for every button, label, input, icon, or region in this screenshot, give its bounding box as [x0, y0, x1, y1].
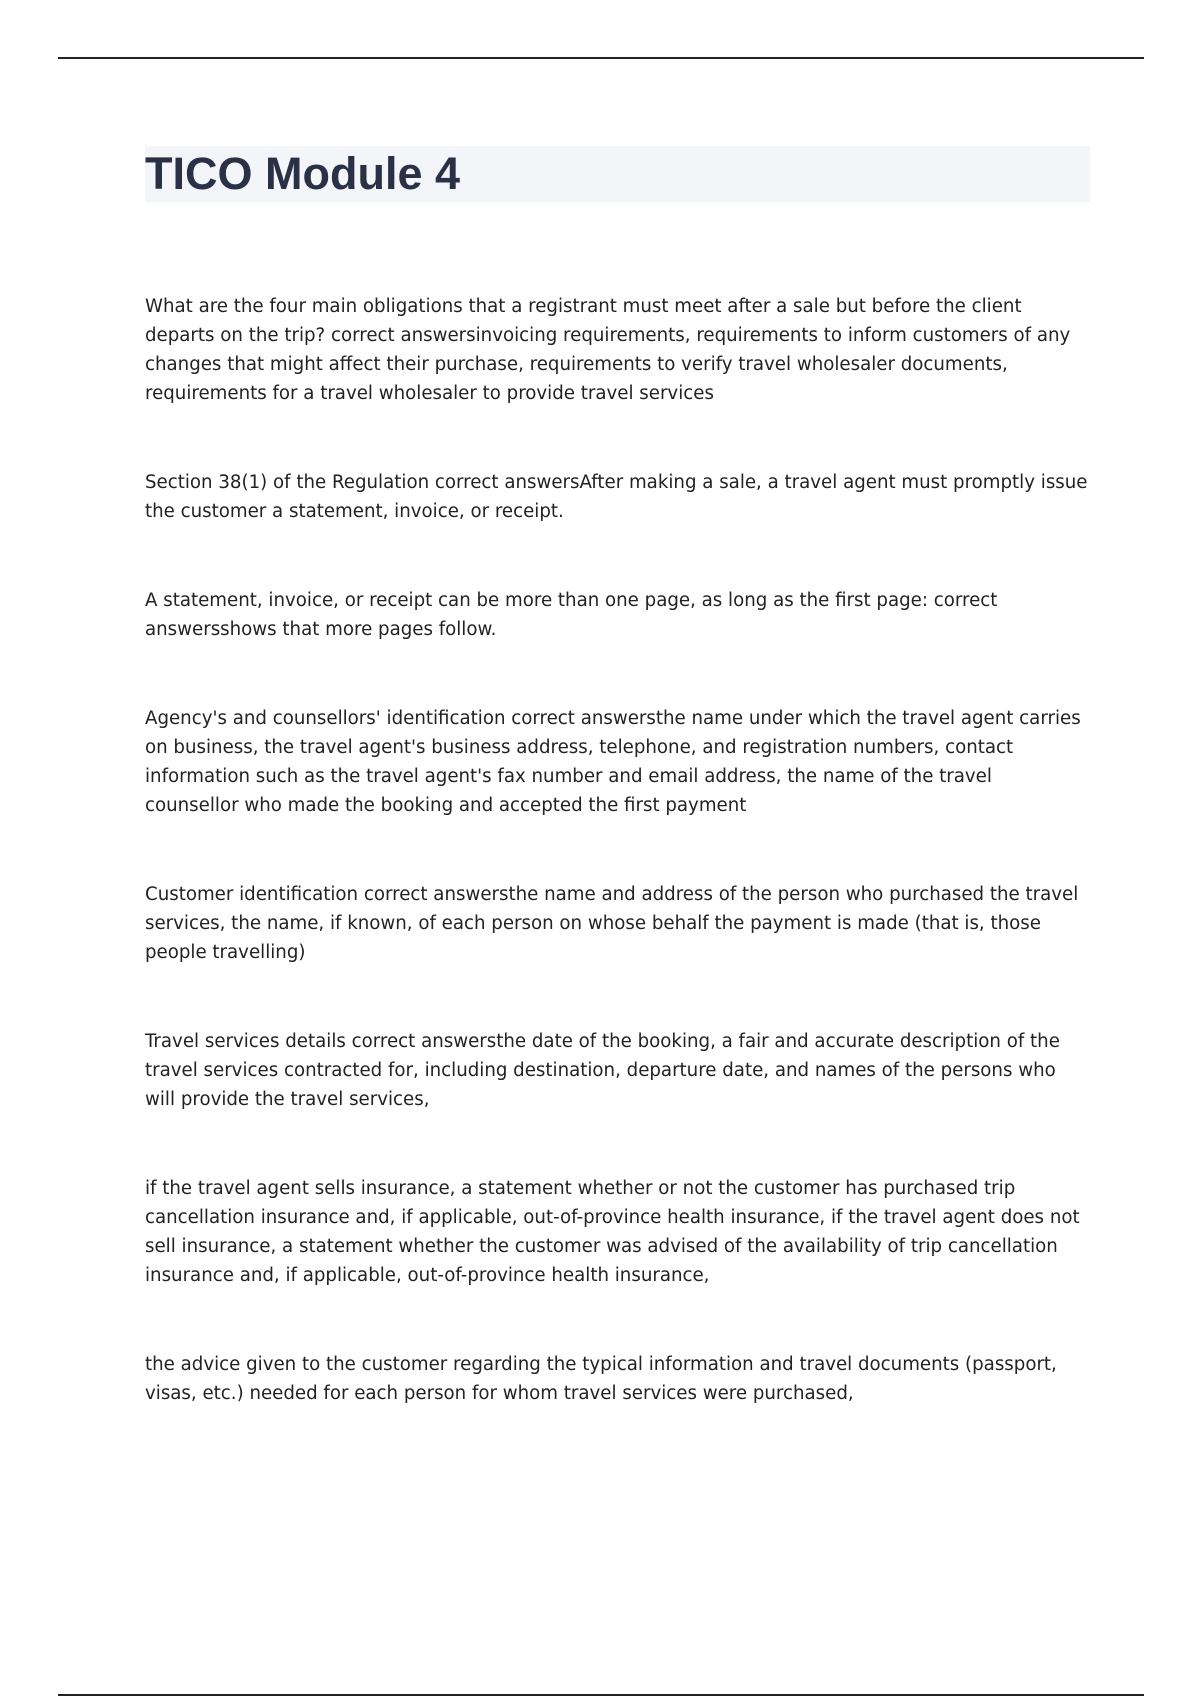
- qa-entry: if the travel agent sells insurance, a statement whether or not the customer has purchased trip cancellation insurance and, if applicable, out-of-province health insurance, if the travel agent does not sell insurance, a statement whether the customer was advised of the availability of trip cancellation insurance and, if applicable, out-of-province health insurance,: [145, 1178, 1080, 1286]
- qa-entry: What are the four main obligations that a registrant must meet after a sale but before the client departs on the trip? correct answersinvoicing requirements, requirements to inform customers of any changes that might affect their purchase, requirements to verify travel wholesaler documents, requirements for a travel wholesaler to provide travel services: [145, 296, 1071, 404]
- qa-entry: the advice given to the customer regarding the typical information and travel documents (passport, visas, etc.) needed for each person for whom travel services were purchased,: [145, 1354, 1057, 1404]
- bottom-divider: [58, 1694, 1144, 1696]
- qa-entry: Travel services details correct answersthe date of the booking, a fair and accurate description of the travel services contracted for, including destination, departure date, and names of the persons who will provide the travel services,: [145, 1031, 1060, 1110]
- qa-entry: Agency's and counsellors' identification correct answersthe name under which the travel agent carries on business, the travel agent's business address, telephone, and registration numbers, contact information such as the travel agent's fax number and email address, the name of the travel counsellor who made the booking and accepted the first payment: [145, 708, 1081, 816]
- title-banner: [145, 146, 1090, 202]
- document-title: TICO Module 4: [145, 148, 460, 199]
- document-body: [145, 292, 1090, 1468]
- qa-entry: A statement, invoice, or receipt can be more than one page, as long as the first page: correct answersshows that more pages follow.: [145, 590, 998, 640]
- qa-entry: Section 38(1) of the Regulation correct answersAfter making a sale, a travel agent must promptly issue the customer a statement, invoice, or receipt.: [145, 472, 1088, 522]
- top-divider: [58, 57, 1144, 59]
- qa-entry: Customer identification correct answersthe name and address of the person who purchased the travel services, the name, if known, of each person on whose behalf the payment is made (that is, those people travelling): [145, 884, 1079, 963]
